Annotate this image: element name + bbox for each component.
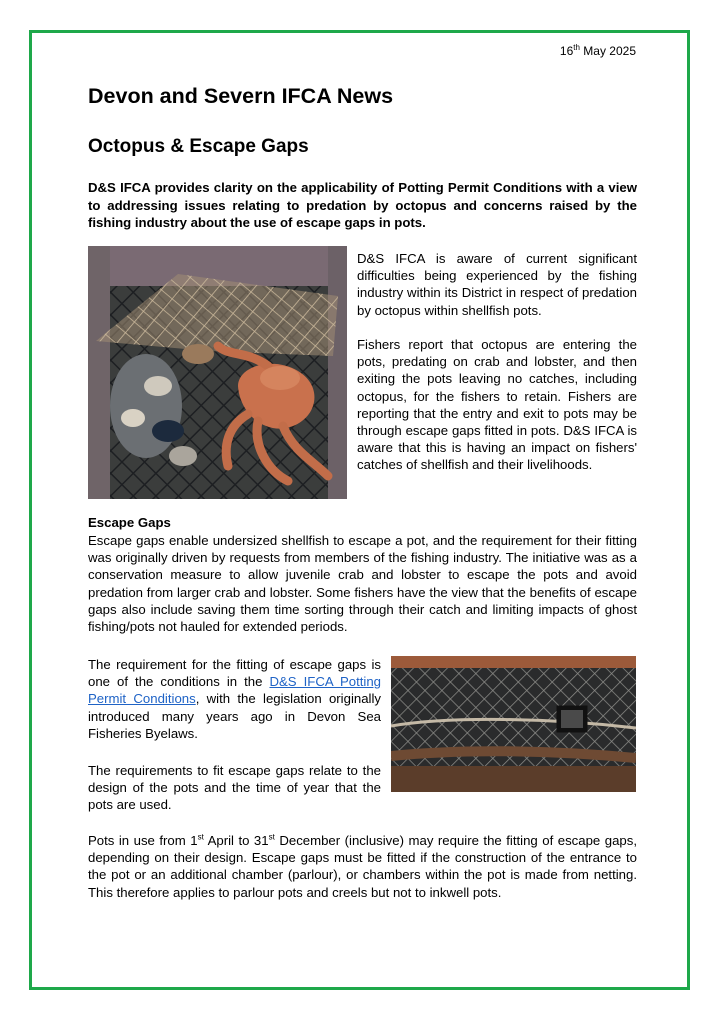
escape-gap-pot-photo	[391, 656, 636, 792]
newsletter-title: Devon and Severn IFCA News	[88, 84, 394, 108]
escape-gaps-heading: Escape Gaps	[88, 515, 171, 530]
issue-date: 16th May 2025	[559, 43, 636, 58]
requirement-paragraph-2: The requirements to fit escape gaps relate to the design of the pots and the time of year that the pots are used.	[88, 763, 381, 813]
pots-in-use-paragraph: Pots in use from 1st April to 31st December (inclusive) may require the fitting of escape gaps, depending on their design. Escape gaps must be fitted if the construction of the entrance to the pot or an additional chamber (parlour), or chambers within the pot is made from netting. This therefore applies to parlour pots and creels but not to inkwell pots.	[88, 832, 638, 900]
article-title: Octopus & Escape Gaps	[88, 136, 309, 157]
escape-gaps-paragraph: Escape gaps enable undersized shellfish to escape a pot, and the requirement for their fitting was originally driven by requests from members of the fishing industry. The initiative was as a conservation measure to allow juvenile crab and lobster to escape the pots and avoid predation from larger crab and lobster. Some fishers have the view that the benefits of escape gaps also include saving them time sorting through their catch and limiting impacts of ghost fishing/pots not hauled for extended periods.	[88, 533, 637, 635]
lead-paragraph: D&S IFCA provides clarity on the applicability of Potting Permit Conditions with a view to addressing issues relating to predation by octopus and concerns raised by the fishing industry about the use of escape gaps in pots.	[88, 180, 637, 230]
intro-paragraph-1: D&S IFCA is aware of current significant difficulties being experienced by the fishing industry within its District in respect of predation by octopus within shellfish pots.	[357, 251, 637, 318]
intro-paragraph-2: Fishers report that octopus are entering the pots, predating on crab and lobster, and then exiting the pots leaving no catches, including octopus, for the fishers to retain. Fishers are reporting that the entry and exit to pots may be through escape gaps fitted in pots. D&S IFCA is aware that this is having an impact on fishers' catches of shellfish and their livelihoods.	[357, 337, 637, 473]
requirement-paragraph: The requirement for the fitting of escape gaps is one of the conditions in the D&S IFCA Potting Permit Conditions, with the legislation originally introduced many years ago in Devon Sea Fisheries Byelaws.	[88, 657, 382, 741]
octopus-in-pot-photo	[88, 246, 347, 499]
potting-permit-conditions-link[interactable]: D&S IFCA Potting Permit Conditions	[88, 674, 382, 707]
